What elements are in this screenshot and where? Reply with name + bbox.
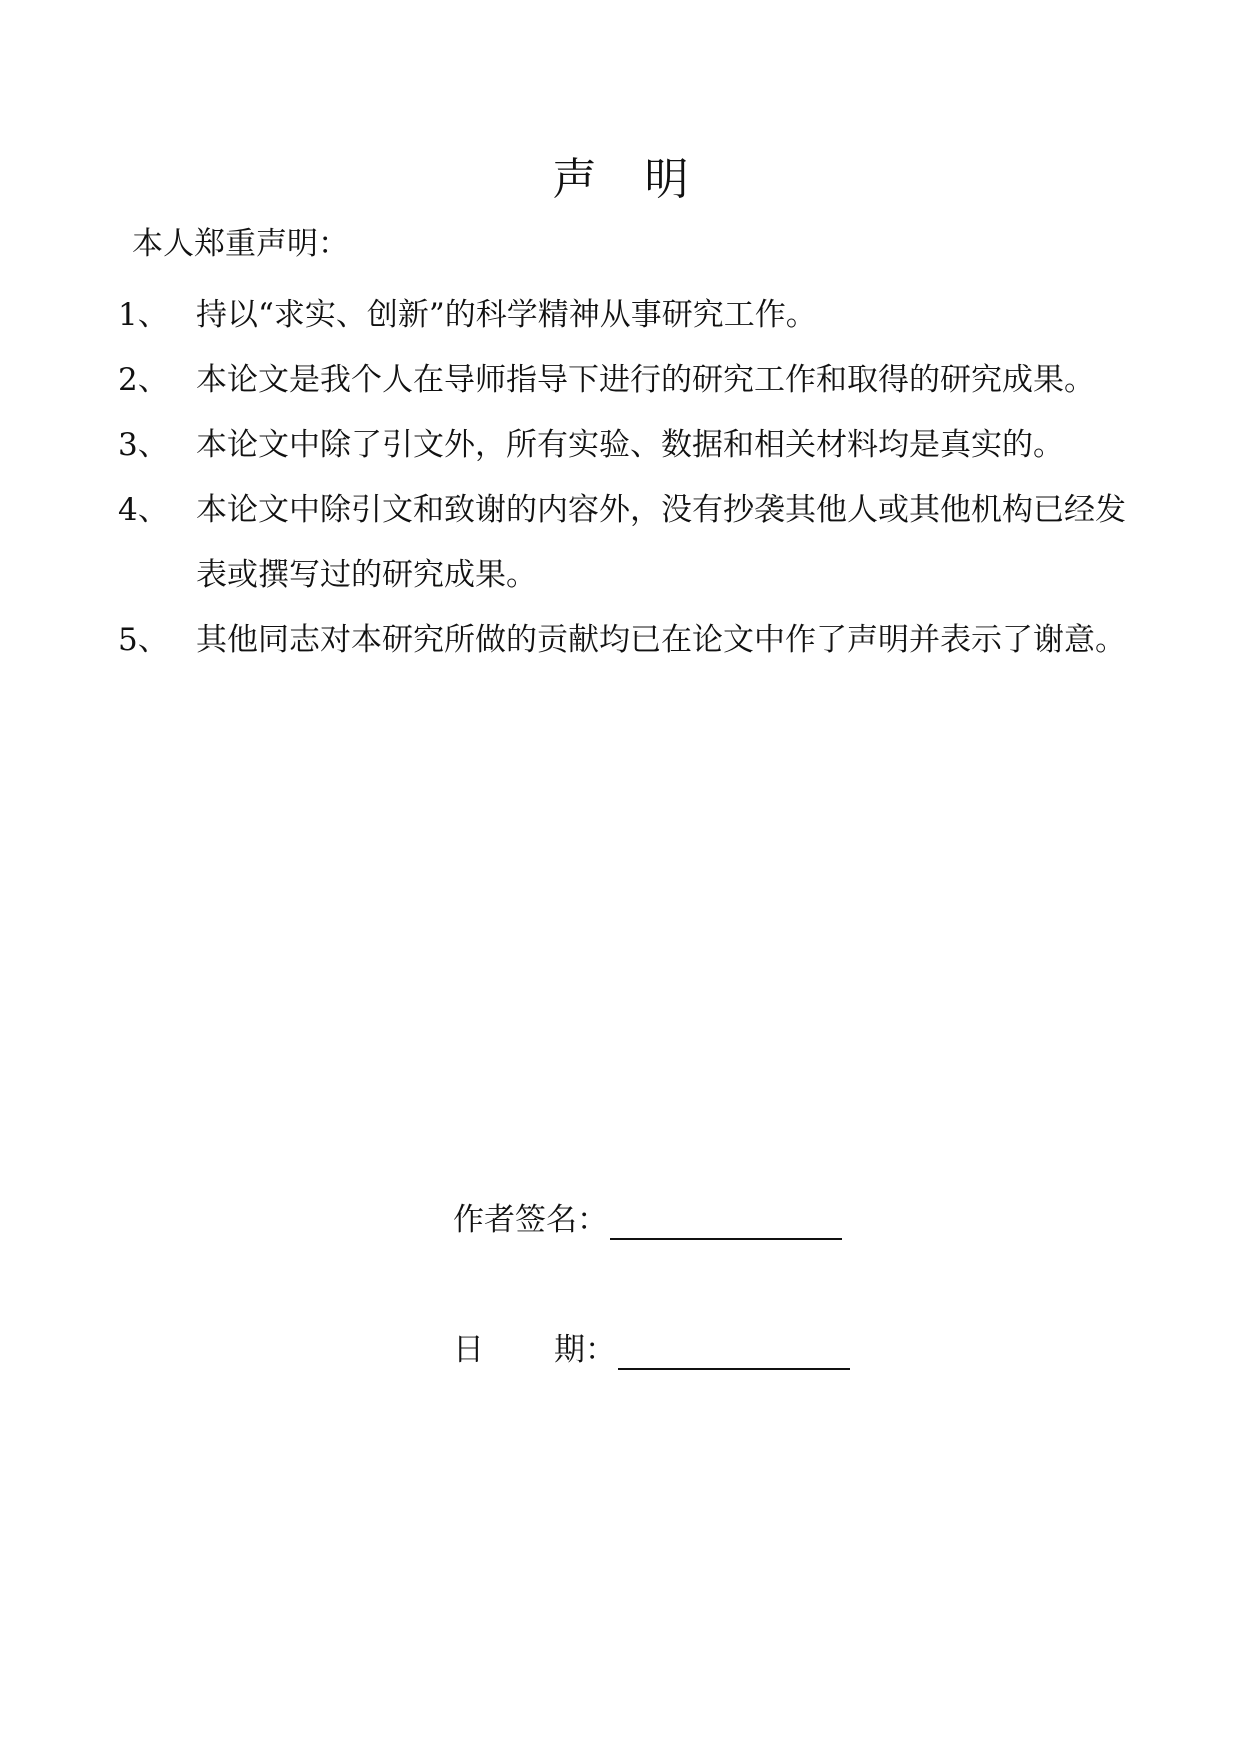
item-text: 持以“求实、创新”的科学精神从事研究工作。 xyxy=(196,297,817,333)
date-line[interactable] xyxy=(618,1334,850,1370)
item-number: 1、 xyxy=(118,297,169,333)
item-number: 4、 xyxy=(118,492,169,528)
item-text: 本论文中除了引文外，所有实验、数据和相关材料均是真实的。 xyxy=(196,427,1064,463)
declaration-item-2 xyxy=(118,348,1138,413)
item-number: 5、 xyxy=(118,622,169,658)
item-number: 2、 xyxy=(118,362,169,398)
page-title xyxy=(0,152,1241,208)
declaration-item-5 xyxy=(118,608,1138,673)
date-label-first: 日 xyxy=(453,1332,484,1368)
date-row xyxy=(453,1330,850,1370)
title-char-1: 声 xyxy=(552,154,597,205)
item-text: 本论文是我个人在导师指导下进行的研究工作和取得的研究成果。 xyxy=(196,362,1095,398)
date-label-second: 期： xyxy=(554,1332,616,1368)
declaration-item-1 xyxy=(118,283,1138,348)
declaration-item-3 xyxy=(118,413,1138,478)
declaration-list xyxy=(118,283,1138,673)
item-text: 其他同志对本研究所做的贡献均已在论文中作了声明并表示了谢意。 xyxy=(196,622,1126,658)
author-signature-line[interactable] xyxy=(610,1204,842,1240)
intro-text: 本人郑重声明： xyxy=(132,226,349,262)
author-signature-label: 作者签名： xyxy=(453,1202,608,1238)
item-text: 本论文中除引文和致谢的内容外，没有抄袭其他人或其他机构已经发表或撰写过的研究成果。 xyxy=(196,492,1126,593)
item-number: 3、 xyxy=(118,427,169,463)
author-signature-row xyxy=(453,1200,842,1240)
declaration-item-4 xyxy=(118,478,1138,608)
title-char-2: 明 xyxy=(644,154,689,205)
